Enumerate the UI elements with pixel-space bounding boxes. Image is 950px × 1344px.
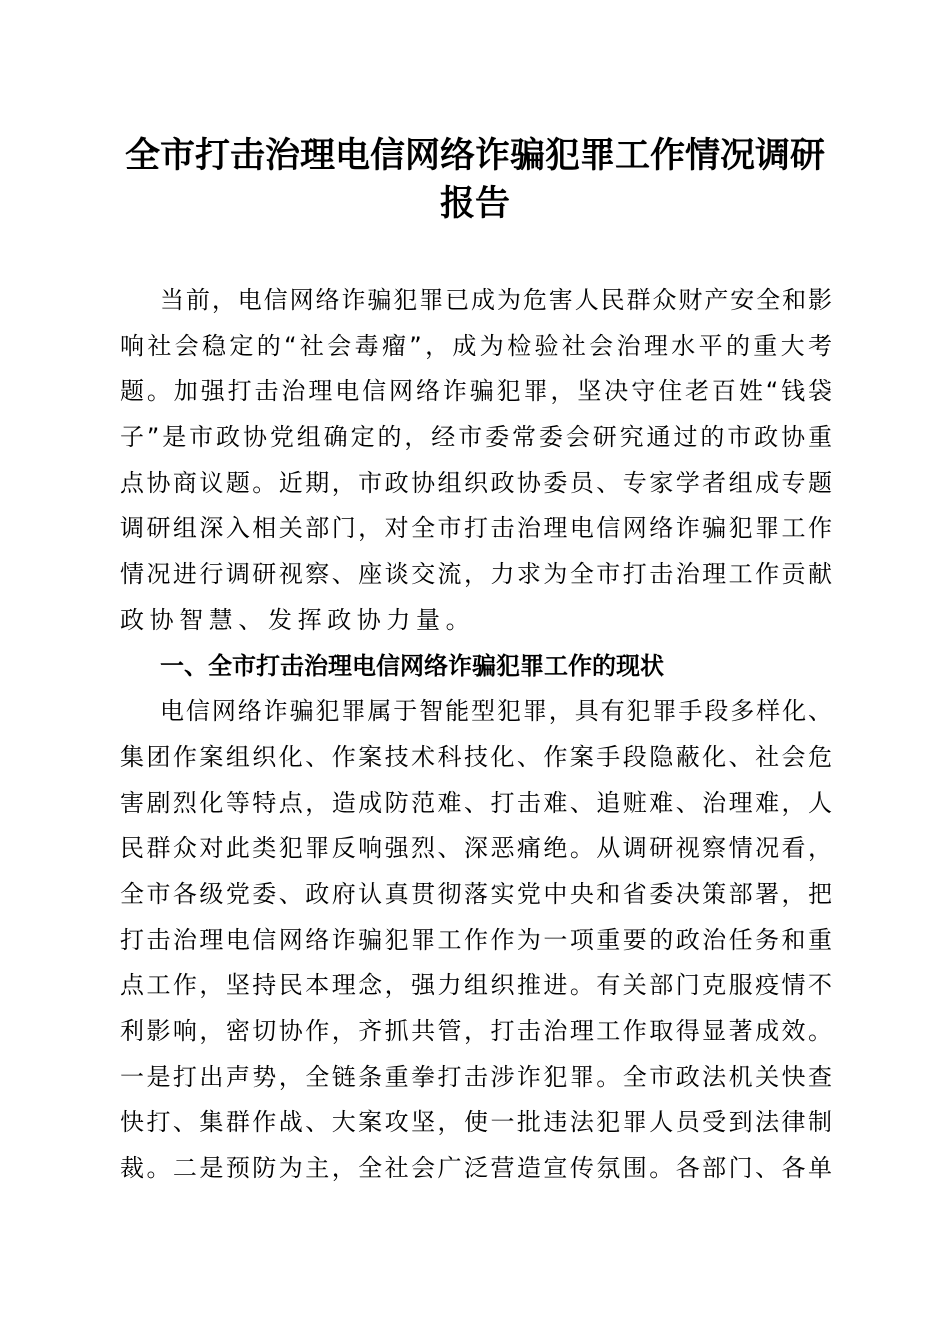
paragraph-intro [120,278,832,644]
text-line: 题。加强打击治理电信网络诈骗犯罪，坚决守住老百姓“钱袋 [120,377,832,406]
text-line: 全市各级党委、政府认真贯彻落实党中央和省委决策部署，把 [120,879,832,908]
text-line: 快打、集群作战、大案攻坚，使一批违法犯罪人员受到法律制 [120,1108,832,1137]
text-line: 电信网络诈骗犯罪属于智能型犯罪，具有犯罪手段多样化、 [160,697,832,726]
text-line: 当前，电信网络诈骗犯罪已成为危害人民群众财产安全和影 [160,286,832,314]
title-line-1: 全市打击治理电信网络诈骗犯罪工作情况调研 [124,135,825,176]
text-line: 点协商议题。近期，市政协组织政协委员、专家学者组成专题 [120,468,832,497]
text-line: 一是打出声势，全链条重拳打击涉诈犯罪。全市政法机关快查 [120,1062,832,1091]
text-line: 利影响，密切协作，齐抓共管，打击治理工作取得显著成效。 [120,1017,832,1045]
text-line: 响社会稳定的“社会毒瘤”，成为检验社会治理水平的重大考 [120,331,832,360]
document-body [120,278,832,1192]
document-title [100,132,850,228]
text-line: 情况进行调研视察、座谈交流，力求为全市打击治理工作贡献 [120,560,832,589]
text-line: 调研组深入相关部门，对全市打击治理电信网络诈骗犯罪工作 [120,514,832,543]
section-heading: 一、全市打击治理电信网络诈骗犯罪工作的现状 [160,651,664,680]
text-line: 子”是市政协党组确定的，经市委常委会研究通过的市政协重 [120,423,832,452]
text-line: 裁。二是预防为主，全社会广泛营造宣传氛围。各部门、各单 [120,1154,832,1183]
text-line: 点工作，坚持民本理念，强力组织推进。有关部门克服疫情不 [120,971,832,1000]
text-line: 集团作案组织化、作案技术科技化、作案手段隐蔽化、社会危 [120,742,832,771]
title-line-2: 报告 [439,183,510,224]
text-line: 民群众对此类犯罪反响强烈、深恶痛绝。从调研视察情况看， [120,834,832,863]
text-line: 政协智慧、发挥政协力量。 [120,605,476,634]
text-line: 害剧烈化等特点，造成防范难、打击难、追赃难、治理难，人 [120,788,832,817]
text-line: 打击治理电信网络诈骗犯罪工作作为一项重要的政治任务和重 [120,925,832,954]
paragraph-status [120,689,832,1192]
